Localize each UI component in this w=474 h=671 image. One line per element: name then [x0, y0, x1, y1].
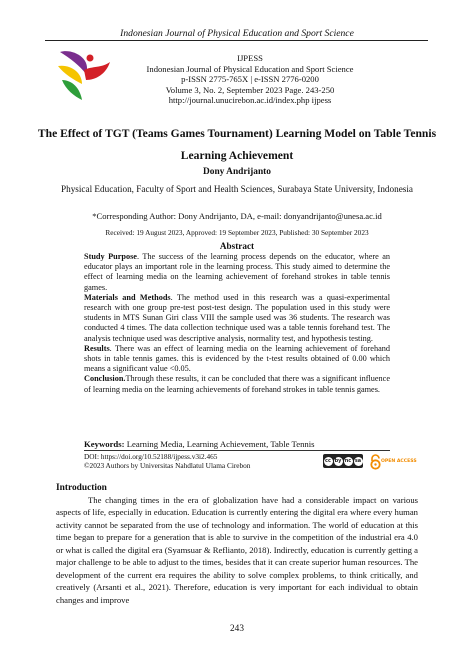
- journal-name: Indonesian Journal of Physical Education and Sport Science: [146, 63, 354, 74]
- journal-volume: Volume 3, No. 2, September 2023 Page. 243-250: [165, 84, 335, 95]
- abstract-conclusion: [84, 374, 390, 394]
- journal-acronym: IJPESS: [237, 53, 263, 63]
- journal-issn: p-ISSN 2775-765X | e-ISSN 2776-0200: [181, 74, 319, 85]
- corresponding-author: *Corresponding Author: Dony Andrijanto, DA, e-mail: donyandrijanto@unesa.ac.id: [92, 211, 382, 221]
- logo-head: [87, 55, 94, 62]
- paper-title: The Effect of TGT (Teams Games Tournament) Learning Model on Table Tennis Learning Achievement: [37, 127, 437, 162]
- copyright-notice: ©2023 Authors by Universitas Nahdlatul Ulama Cirebon: [84, 461, 251, 470]
- abstract-section-text: Through these results, it can be concluded that there was a significant influence of learning media on the learning achievements of forehand strokes in table tennis games.: [84, 374, 390, 394]
- page-number: 243: [230, 624, 244, 634]
- abstract-purpose: [84, 252, 390, 293]
- by-icon: by: [334, 457, 342, 464]
- keywords-text: Learning Media, Learning Achievement, Table Tennis: [124, 439, 315, 449]
- abstract-section-text: . The method used in this research was a quasi-experimental research with one group pre-test post-test design. The population used in this study were students in MTS Sunan Giri class VIII the sample used was 36 students. The research was conducted 4 times. The data collection technique used was a table tennis forehand test. The analysis technique used was descriptive analysis, normality test, and hypothesis testing.: [84, 292, 391, 343]
- author-affiliation: Physical Education, Faculty of Sport and Health Sciences, Surabaya State University, Indonesia: [60, 184, 414, 194]
- keywords-label: Keywords:: [84, 439, 125, 449]
- header-rule: [45, 40, 428, 41]
- author-name: Dony Andrijanto: [203, 167, 271, 177]
- sa-icon: sa: [354, 457, 362, 464]
- open-access-lock-icon: [371, 455, 379, 469]
- abstract-body: [84, 252, 390, 395]
- abstract-section-label: Study Purpose: [84, 252, 137, 261]
- open-access-label: OPEN ACCESS: [381, 459, 417, 464]
- introduction-heading: Introduction: [56, 483, 107, 493]
- abstract-section-label: Materials and Methods: [84, 292, 171, 302]
- abstract-section-label: Conclusion.: [84, 374, 126, 384]
- logo-yellow-wing: [58, 66, 82, 84]
- doi-block: [84, 452, 250, 470]
- keywords-rule: [84, 450, 390, 451]
- abstract-results: [84, 344, 390, 375]
- cc-license-badge[interactable]: [323, 454, 363, 468]
- abstract-methods: [84, 293, 390, 344]
- abstract-heading: Abstract: [219, 241, 255, 251]
- introduction-body: [56, 494, 418, 606]
- logo-green-wing: [62, 80, 82, 100]
- cc-icon: cc: [325, 457, 331, 464]
- abstract-section-text: . There was an effect of learning media on the learning achievement of forehand shots in table tennis games. this is evidenced by the t-test results obtained of 0.00 which means a significant value <0.05.: [84, 343, 390, 374]
- running-header: Indonesian Journal of Physical Education and Sport Science: [120, 28, 354, 39]
- journal-url[interactable]: http://journal.unucirebon.ac.id/index.php ijpess: [168, 95, 332, 106]
- abstract-section-text: . The success of the learning process depends on the educator, where an educator plays an important role in the learning process. This study aimed to determine the effect of learning media on the learning achievement of forehand strokes in table tennis games.: [84, 252, 391, 292]
- journal-info: [100, 53, 400, 106]
- nc-icon: nc: [344, 457, 352, 464]
- introduction-paragraph: The changing times in the era of globalization have had a considerable impact on various aspects of life, especially in education. Education is currently entering the digital era where every human activity cannot be separated from the use of technology and information. The world of education at this time began to prepare for a generation that is able to survive in the competition of the industrial era 4.0 or what is called the digital era (Syamsuar & Reflianto, 2018). Indirectly, education is currently getting a major challenge to be able to adjust to the times, besides that it can create superior human resources. The development of the current era requires the ability to solve complex problems, to think critically, and creatively (Arsanti et al., 2021). Therefore, education is very important for each individual to obtain changes and improve: [56, 495, 418, 605]
- publication-dates: Received: 19 August 2023, Approved: 19 September 2023, Published: 30 September 2023: [105, 228, 369, 237]
- abstract-section-label: Results: [84, 343, 110, 353]
- keywords: [84, 439, 390, 449]
- doi-link[interactable]: DOI: https://doi.org/10.52188/ijpess.v3i2.465: [84, 452, 218, 461]
